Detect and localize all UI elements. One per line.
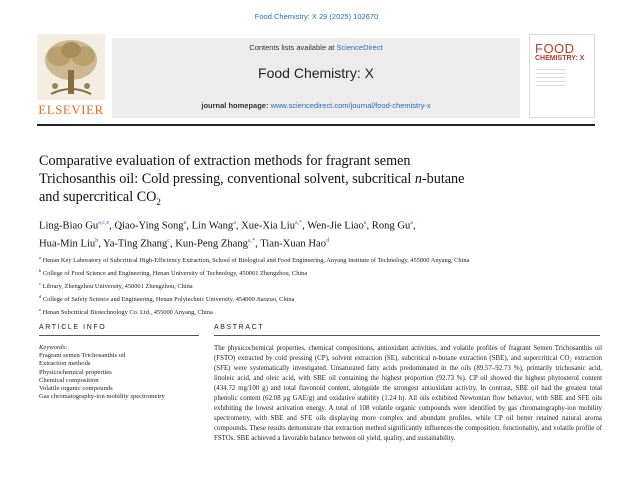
author-affiliation-marker[interactable]: a,*	[295, 220, 303, 226]
affiliation-list	[39, 253, 599, 318]
keyword-item: Physicochemical properties	[39, 368, 112, 376]
author-name[interactable]: Ya-Ting Zhang	[103, 238, 168, 250]
journal-cover-thumbnail[interactable]	[529, 34, 595, 118]
abstract-divider	[214, 335, 600, 336]
contents-available-line	[112, 43, 520, 52]
keywords-heading: Keywords:	[39, 344, 68, 351]
elsevier-tree-icon	[37, 34, 105, 100]
author-line-2: Hua-Min Liu$^b$, Ya-Ting Zhang$^c$, Kun-Peng Zhang$^{a,*}$, Tian-Xuan Hao$^d$	[39, 237, 330, 250]
author-name[interactable]: Kun-Peng Zhang	[175, 238, 248, 250]
author-affiliation-marker[interactable]: a	[233, 220, 236, 226]
article-info-divider	[39, 335, 199, 336]
author-name[interactable]: Xue-Xia Liu	[241, 220, 295, 232]
author-affiliation-marker[interactable]: a	[410, 220, 413, 226]
keyword-item: Volatile organic compounds	[39, 385, 113, 393]
abstract-text: The physicochemical properties, chemical compositions, antioxidant activities, and volatile profiles of fragrant Semen Trichosanthis oil (FSTO) extracted by cold pressing (CP), solvent extraction (SE), subcritical n-butane extraction (SBE), and supercritical CO₂ extraction (SFE) were systematically investigated. Unsaturated fatty acids predominated in the oils (89.57–92.73 %), primarily trichosanic acid, linoleic acid, and oleic acid, with SBE oil containing the highest proportion (92.73 %). CP oil showed the highest phytosterol content (434.72 mg/100 g) and total flavonoid content, alongside the strongest antioxidant activity. In contrast, SBE oil had the greatest total phenolic content (62.08 μg GAE/g) and oxidative stability (1.24 h). All oils exhibited Newtonian flow behavior, with SBE and SFE oils exhibiting the lowest activation energy. A total of 108 volatile organic compounds were identified by gas chromatography-ion mobility spectrometry, with SBE and SFE oils displaying more complex and abundant profiles, while CP oil better retained natural aroma compounds. These results demonstrate that extraction method significantly influences the composition, functionality, and volatile profile of FSTOs. SBE achieved a favorable balance between oil yield, quality, and sustainability.	[214, 345, 602, 442]
author-affiliation-marker[interactable]: c	[167, 237, 170, 244]
cover-title-food: FOOD	[535, 41, 575, 56]
article-info-heading: ARTICLE INFO	[39, 324, 107, 331]
journal-title: Food Chemistry: X	[258, 65, 374, 81]
keyword-item: Fragrant semen Trichosanthis oil	[39, 352, 126, 359]
affiliation-item: $^b$ College of Food Science and Engineering, Henan University of Technology, 450001 Zhengzhou, China	[39, 267, 308, 278]
contents-prefix: Contents lists available at	[249, 43, 337, 52]
article-title	[39, 152, 579, 211]
keyword-item: Chemical composition	[39, 376, 99, 384]
homepage-prefix: journal homepage:	[201, 101, 271, 110]
author-affiliation-marker[interactable]: a	[363, 220, 367, 226]
affiliation-item: $^d$ College of Safety Science and Engineering, Henan Polytechnic University, 454000 Jiaozuo, China	[39, 293, 295, 303]
cover-decoration	[536, 69, 566, 89]
keyword-list	[39, 352, 209, 402]
author-affiliation-marker[interactable]: b	[95, 237, 99, 244]
journal-homepage-link[interactable]: www.sciencedirect.com/journal/food-chemistry-x	[270, 101, 431, 110]
author-list	[39, 216, 599, 251]
author-name[interactable]: Rong Gu	[371, 220, 411, 232]
abstract-heading: ABSTRACT	[214, 324, 265, 331]
title-line-2: Trichosanthis oil: Cold pressing, conventional solvent, subcritical n-butane	[39, 171, 465, 187]
author-name[interactable]: Tian-Xuan Hao	[260, 238, 327, 250]
affiliation-item: $^a$ Henan Key Laboratory of Subcritical High-Efficiency Extraction, School of Biological and Food Engineering, Anyang Institute of Technology, 455000 Anyang, China	[39, 255, 470, 265]
author-name[interactable]: Wen-Jie Liao	[307, 220, 364, 232]
author-affiliation-marker[interactable]: a,*	[247, 237, 256, 244]
sciencedirect-link[interactable]: ScienceDirect	[336, 43, 383, 52]
author-name[interactable]: Hua-Min Liu	[39, 238, 96, 250]
keyword-item: Extraction methods	[39, 360, 91, 368]
author-name[interactable]: Qiao-Ying Song	[114, 220, 184, 232]
author-affiliation-marker[interactable]: a	[183, 220, 187, 226]
author-name[interactable]: Lin Wang	[191, 220, 234, 232]
author-name[interactable]: Ling-Biao Gu	[39, 220, 99, 232]
title-line-3: and supercritical $CO_2$	[39, 189, 161, 207]
author-affiliation-marker[interactable]: a,c,e	[98, 220, 110, 226]
cover-title-chemistry: CHEMISTRY: X	[535, 55, 585, 62]
journal-reference[interactable]: Food Chemistry: X 29 (2025) 102670	[254, 12, 379, 21]
journal-homepage-line	[112, 101, 520, 110]
author-line-1: Ling-Biao Gu$^{a,c,e}$, Qiao-Ying Song$^a$, Lin Wang$^a$, Xue-Xia Liu$^{a,*}$, Wen-Jie Liao$^a$, Rong Gu$^a$,	[39, 220, 416, 232]
elsevier-wordmark: ELSEVIER	[38, 102, 104, 117]
elsevier-logo	[37, 34, 105, 116]
header-divider	[37, 124, 595, 126]
author-affiliation-marker[interactable]: d	[326, 237, 330, 244]
journal-header	[112, 38, 520, 118]
affiliation-item: $^c$ Library, Zhengzhou University, 450001 Zhengzhou, China	[39, 280, 193, 290]
affiliation-item: $^e$ Henan Subcritical Biotechnology Co. Ltd., 455000 Anyang, China	[39, 306, 213, 316]
keyword-item: Gas chromatography-ion mobility spectrometry	[39, 393, 165, 401]
title-line-1: Comparative evaluation of extraction methods for fragrant semen	[39, 153, 411, 169]
